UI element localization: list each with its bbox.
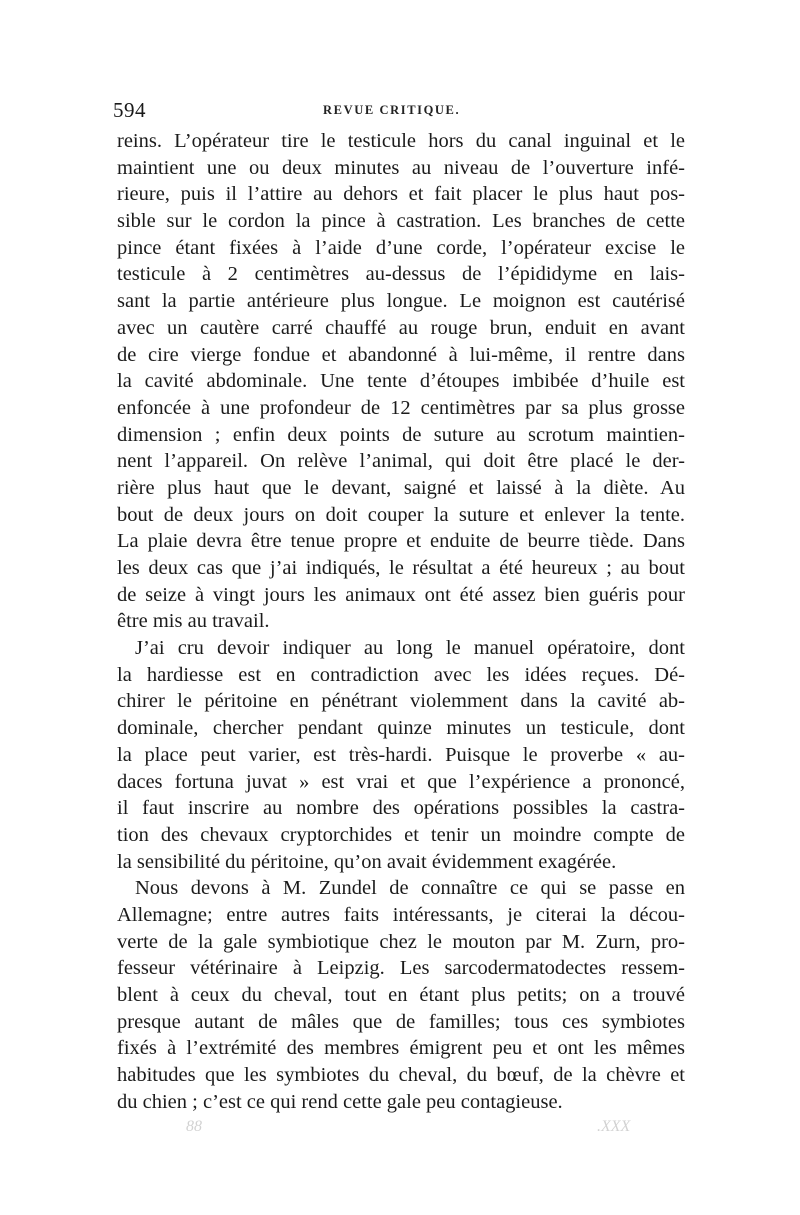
text-line: nent l’appareil. On relève l’animal, qui doit être placé le der-	[117, 450, 685, 473]
text-line: habitudes que les symbiotes du cheval, du bœuf, de la chèvre et	[117, 1064, 685, 1087]
text-line: reins. L’opérateur tire le testicule hors du canal inguinal et le	[117, 130, 685, 152]
text-line: La plaie devra être tenue propre et enduite de beurre tiède. Dans	[117, 530, 685, 553]
text-line: la cavité abdominale. Une tente d’étoupes imbibée d’huile est	[117, 370, 685, 393]
text-line: maintient une ou deux minutes au niveau de l’ouverture infé-	[117, 156, 685, 179]
page-header	[113, 98, 683, 124]
text-line: rieure, puis il l’attire au dehors et fait placer le plus haut pos-	[117, 183, 685, 206]
paragraph-end-line: être mis au travail.	[117, 610, 270, 633]
text-line: bout de deux jours on doit couper la suture et enlever la tente.	[117, 503, 685, 526]
text-line: les deux cas que j’ai indiqués, le résultat a été heureux ; au bout	[117, 557, 685, 579]
text-line: enfoncée à une profondeur de 12 centimètres par sa plus grosse	[117, 396, 685, 419]
text-line: sant la partie antérieure plus longue. Le moignon est cautérisé	[117, 290, 685, 313]
text-line: il faut inscrire au nombre des opérations possibles la castra-	[117, 797, 685, 820]
text-line: rière plus haut que le devant, saigné et laissé à la diète. Au	[117, 476, 685, 499]
page-number: 594	[113, 98, 146, 122]
paragraph-end-line: la sensibilité du péritoine, qu’on avait évidemment exagérée.	[117, 850, 617, 873]
text-line: testicule à 2 centimètres au-dessus de l’épididyme en lais-	[117, 263, 685, 286]
text-line: blent à ceux du cheval, tout en étant plus petits; on a trouvé	[117, 984, 685, 1006]
paragraph-end-line: du chien ; c’est ce qui rend cette gale peu contagieuse.	[117, 1090, 563, 1113]
text-line: la place peut varier, est très-hardi. Puisque le proverbe « au-	[117, 743, 685, 766]
paragraph-start-line: Nous devons à M. Zundel de connaître ce qui se passe en	[135, 877, 685, 900]
text-line: pince étant fixées à l’aide d’une corde, l’opérateur excise le	[117, 236, 685, 259]
text-line: dominale, chercher pendant quinze minutes un testicule, dont	[117, 717, 685, 740]
show-through-mark-right: .XXX	[597, 1118, 631, 1135]
text-line: chirer le péritoine en pénétrant violemment dans la cavité ab-	[117, 690, 685, 713]
text-line: de cire vierge fondue et abandonné à lui-même, il rentre dans	[117, 343, 685, 366]
show-through-mark-left: 88	[186, 1118, 202, 1135]
text-line: tion des chevaux cryptorchides et tenir un moindre compte de	[117, 823, 685, 846]
body-text	[117, 128, 685, 1115]
paragraph-start-line: J’ai cru devoir indiquer au long le manuel opératoire, dont	[135, 637, 685, 660]
text-line: Allemagne; entre autres faits intéressants, je citerai la décou-	[117, 903, 685, 926]
text-line: avec un cautère carré chauffé au rouge brun, enduit en avant	[117, 316, 685, 339]
running-head: REVUE CRITIQUE.	[323, 103, 461, 117]
text-line: dimension ; enfin deux points de suture au scrotum maintien-	[117, 423, 685, 446]
text-line: verte de la gale symbiotique chez le mouton par M. Zurn, pro-	[117, 930, 685, 953]
text-line: fixés à l’extrémité des membres émigrent peu et ont les mêmes	[117, 1037, 685, 1060]
text-line: la hardiesse est en contradiction avec les idées reçues. Dé-	[117, 663, 685, 686]
text-line: daces fortuna juvat » est vrai et que l’expérience a prononcé,	[117, 770, 685, 793]
text-line: fesseur vétérinaire à Leipzig. Les sarcodermatodectes ressem-	[117, 957, 685, 980]
text-line: de seize à vingt jours les animaux ont été assez bien guéris pour	[117, 583, 685, 606]
text-line: sible sur le cordon la pince à castration. Les branches de cette	[117, 210, 685, 233]
text-line: presque autant de mâles que de familles; tous ces symbiotes	[117, 1010, 685, 1033]
